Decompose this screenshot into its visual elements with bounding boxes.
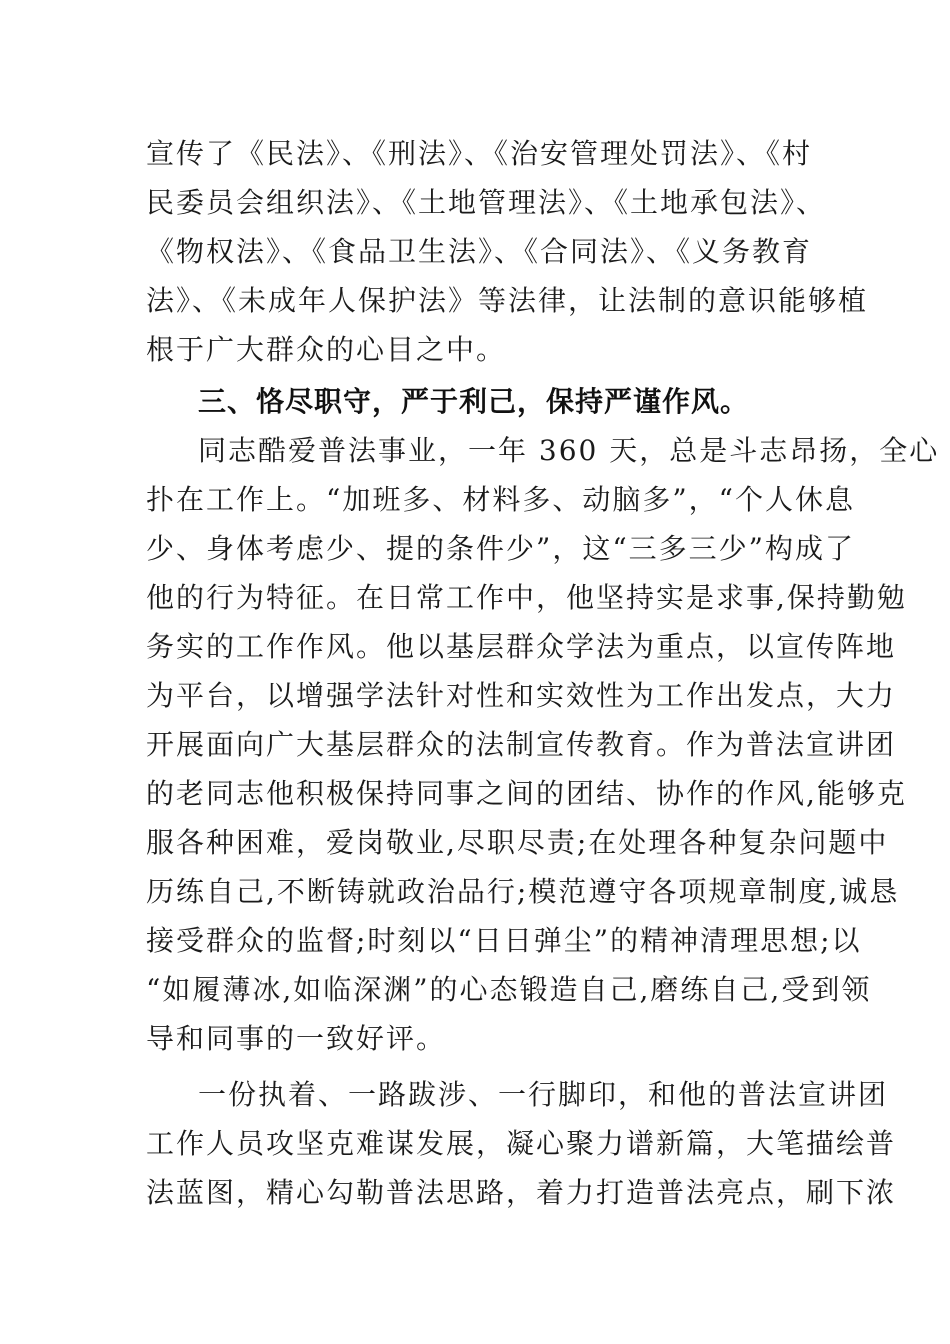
text-line: 根于广大群众的心目之中。: [146, 333, 507, 366]
text-line: 他的行为特征。在日常工作中，他坚持实是求事,保持勤勉: [146, 581, 907, 614]
section-heading: 三、恪尽职守，严于利己，保持严谨作风。: [198, 385, 750, 418]
text-line: 宣传了《民法》、《刑法》、《治安管理处罚法》、《村: [146, 137, 813, 170]
text-line: 接受群众的监督;时刻以“日日弹尘”的精神清理思想;以: [146, 924, 862, 957]
text-line: 历练自己,不断铸就政治品行;模范遵守各项规章制度,诚恳: [146, 875, 900, 908]
text-line: 开展面向广大基层群众的法制宣传教育。作为普法宣讲团: [146, 728, 897, 761]
text-line: 法》、《未成年人保护法》等法律，让法制的意识能够植: [146, 284, 869, 317]
text-line: 为平台，以增强学法针对性和实效性为工作出发点，大力: [146, 679, 897, 712]
text-line: 导和同事的一致好评。: [146, 1022, 447, 1055]
text-line: 工作人员攻坚克难谋发展，凝心聚力谱新篇，大笔描绘普: [146, 1127, 897, 1160]
text-line: 民委员会组织法》、《土地管理法》、《土地承包法》、: [146, 186, 827, 219]
text-line: 一份执着、一路跋涉、一行脚印，和他的普法宣讲团: [198, 1078, 889, 1111]
text-line: 扑在工作上。“加班多、材料多、动脑多”，“个人休息: [146, 483, 855, 516]
text-line: 同志酷爱普法事业，一年 360 天，总是斗志昂扬，全心: [198, 434, 940, 467]
text-line: 服各种困难，爱岗敬业,尽职尽责;在处理各种复杂问题中: [146, 826, 889, 859]
text-line: 务实的工作作风。他以基层群众学法为重点，以宣传阵地: [146, 630, 897, 663]
text-line: 少、身体考虑少、提的条件少”，这“三多三少”构成了: [146, 532, 855, 565]
text-line: “如履薄冰,如临深渊”的心态锻造自己,磨练自己,受到领: [146, 973, 872, 1006]
text-line: 的老同志他积极保持同事之间的团结、协作的作风,能够克: [146, 777, 907, 810]
text-line: 法蓝图，精心勾勒普法思路，着力打造普法亮点，刷下浓: [146, 1176, 897, 1209]
text-line: 《物权法》、《食品卫生法》、《合同法》、《义务教育: [146, 235, 813, 268]
